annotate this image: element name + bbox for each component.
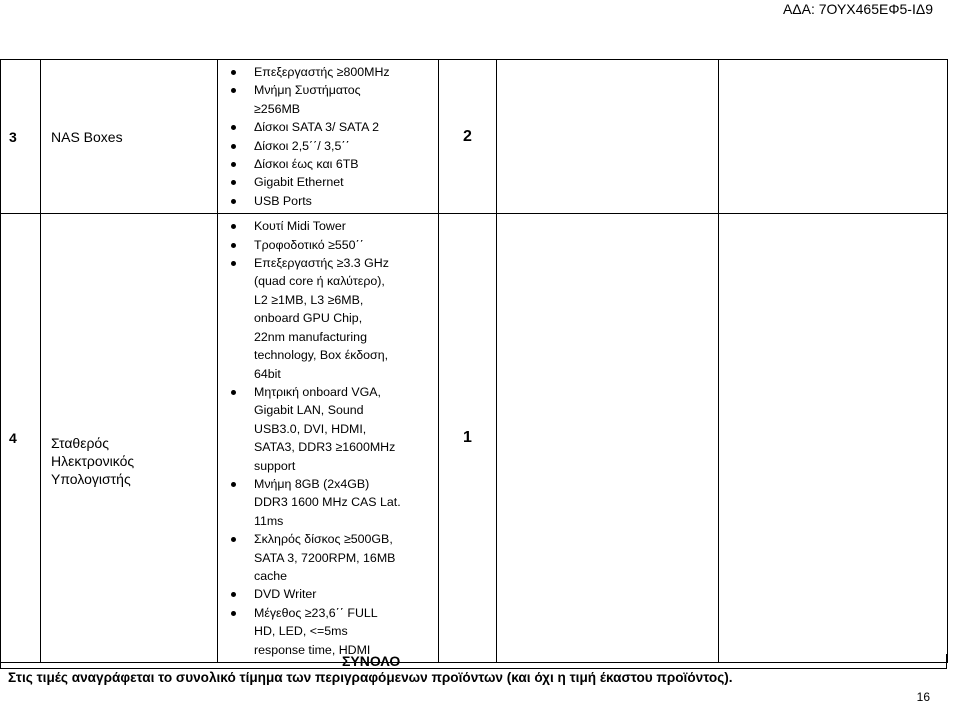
spec-line: Κουτί Midi Tower (218, 217, 438, 235)
spec-line: onboard GPU Chip, (254, 311, 363, 326)
spec-line: support (254, 458, 296, 473)
spec-line: Τροφοδοτικό ≥550΄΄ (218, 236, 438, 254)
spec-line: 64bit (254, 366, 281, 381)
spec-line: Επεξεργαστής ≥3.3 GHz (218, 254, 438, 272)
spec-line: Gigabit Ethernet (218, 173, 438, 191)
spec-line: Επεξεργαστής ≥800MHz (218, 63, 438, 81)
spec-line: response time, HDMI (254, 642, 371, 657)
spec-line: L2 ≥1MB, L3 ≥6MB, (254, 292, 364, 307)
page-number: 16 (916, 690, 930, 704)
empty-cell (497, 60, 719, 214)
specs-table (0, 59, 948, 663)
item-name-line: Σταθερός (51, 435, 109, 452)
item-name-line: Ηλεκτρονικός (51, 453, 135, 470)
spec-line: USB Ports (218, 192, 438, 210)
spec-line: technology, Box έκδοση, (254, 348, 389, 363)
row-number: 4 (1, 214, 41, 663)
empty-cell (719, 214, 948, 663)
spec-line: 22nm manufacturing (254, 329, 367, 344)
total-row (0, 654, 947, 669)
item-name-line: Υπολογιστής (51, 471, 131, 488)
spec-line: 11ms (254, 513, 284, 528)
item-specs (218, 214, 439, 663)
spec-line: DDR3 1600 MHz CAS Lat. (254, 495, 401, 510)
item-quantity: 2 (439, 60, 497, 214)
spec-line: Σκληρός δίσκος ≥500GB, (218, 530, 438, 548)
spec-line: SATA3, DDR3 ≥1600MHz (254, 440, 396, 455)
spec-line: HD, LED, <=5ms (254, 624, 348, 639)
empty-cell (497, 214, 719, 663)
row-number: 3 (1, 60, 41, 214)
spec-line: Μνήμη Συστήματος (218, 81, 438, 99)
spec-line: Δίσκοι SATA 3/ SATA 2 (218, 118, 438, 136)
empty-cell (719, 60, 948, 214)
spec-line: cache (254, 568, 288, 583)
item-name (41, 214, 218, 663)
document-id: ΑΔΑ: 7ΟΥΧ465ΕΦ5-ΙΔ9 (782, 1, 933, 17)
table-row (1, 214, 948, 663)
spec-line: DVD Writer (218, 585, 438, 603)
spec-line: Μέγεθος ≥23,6΄΄ FULL (218, 604, 438, 622)
spec-line: Δίσκοι 2,5΄΄/ 3,5΄΄ (218, 137, 438, 155)
item-name: NAS Boxes (41, 60, 218, 214)
spec-line: Gigabit LAN, Sound (254, 403, 364, 418)
total-label: ΣΥΝΟΛΟ (342, 653, 401, 669)
footnote: Στις τιμές αναγράφεται το συνολικό τίμημα των περιγραφόμενων προϊόντων (και όχι η τιμή έκαστου προϊόντος). (8, 670, 733, 685)
spec-line: SATA 3, 7200RPM, 16MB (254, 550, 396, 565)
spec-line: (quad core ή καλύτερο), (254, 274, 385, 289)
spec-line: Μητρική onboard VGA, (218, 383, 438, 401)
item-specs (218, 60, 439, 214)
table-row (1, 60, 948, 214)
spec-line: ≥256MB (254, 101, 301, 116)
item-quantity: 1 (439, 214, 497, 663)
spec-line: Μνήμη 8GB (2x4GB) (218, 475, 438, 493)
spec-line: USB3.0, DVI, HDMI, (254, 421, 367, 436)
spec-line: Δίσκοι έως και 6TB (218, 155, 438, 173)
